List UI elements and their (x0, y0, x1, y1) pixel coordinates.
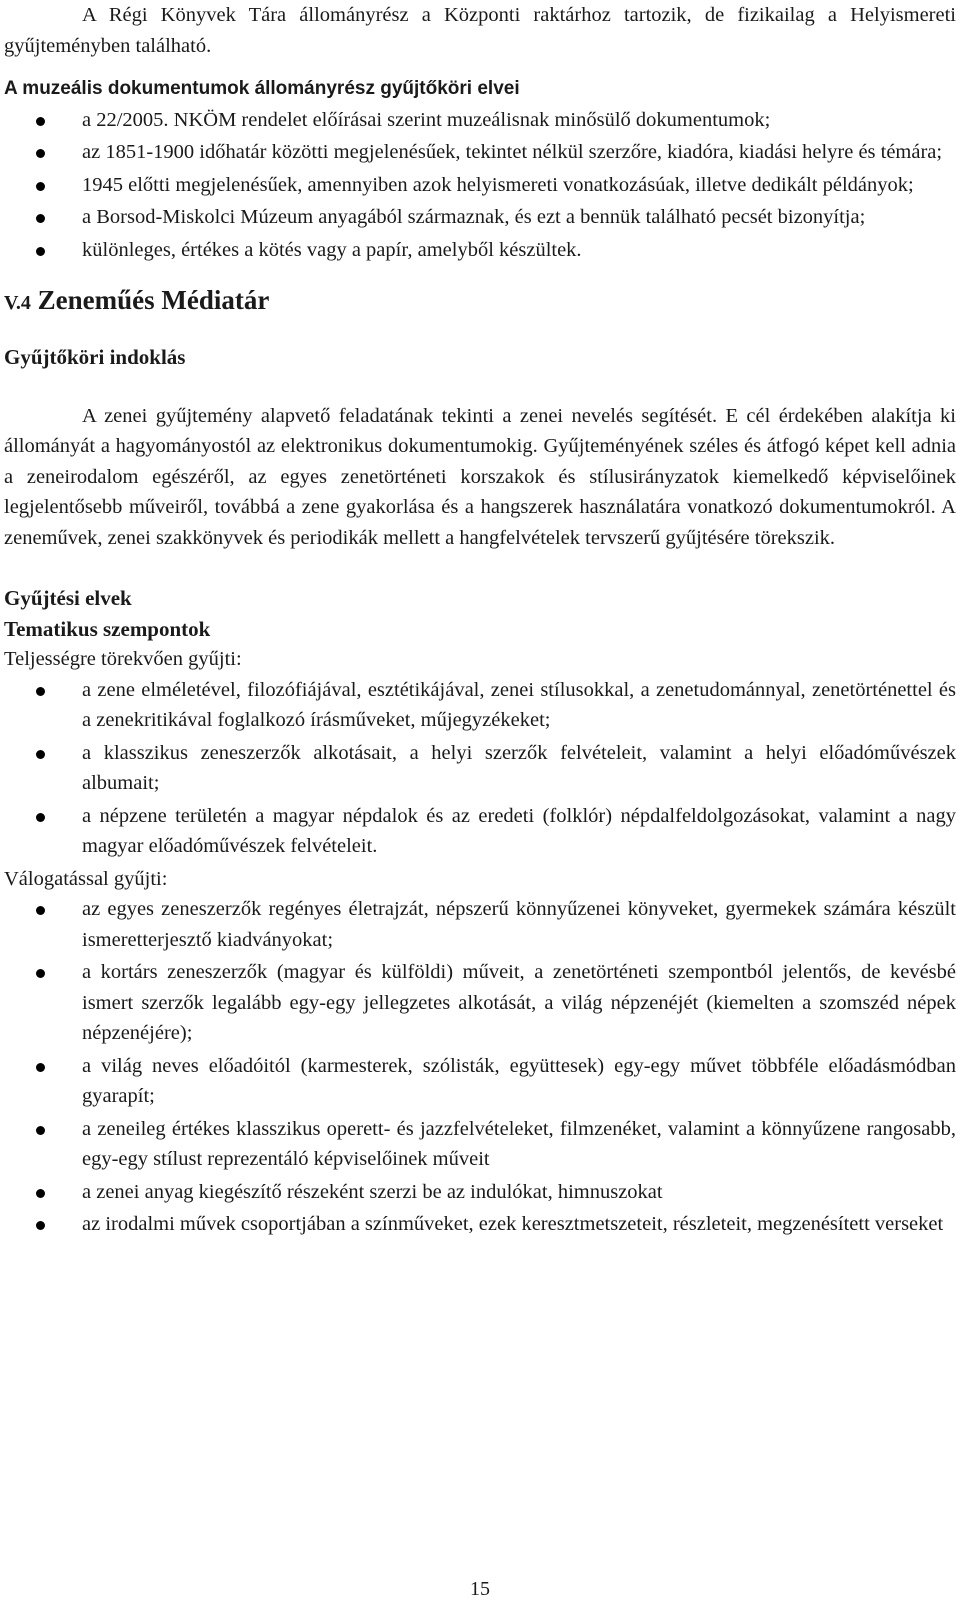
principles-subheading: Tematikus szempontok (4, 616, 211, 641)
section-title-text: Zeneműés Médiatár (37, 285, 270, 315)
list-item: a népzene területén a magyar népdalok és az eredeti (folklór) népdalfeldolgozásokat, valamint a nagy magyar előadóművészek felvételeit. (4, 801, 956, 862)
list-item: az 1851-1900 időhatár közötti megjelenésűek, tekintet nélkül szerzőre, kiadóra, kiadási helyre és témára; (4, 137, 956, 168)
bullet-icon (36, 149, 45, 158)
museal-list (4, 105, 956, 266)
principles-heading: Gyűjtési elvek (4, 586, 132, 610)
document-page (4, 0, 956, 1242)
selective-collection-list (4, 894, 956, 1240)
section-title (4, 282, 956, 321)
list-item: a Borsod-Miskolci Múzeum anyagából származnak, és ezt a bennük található pecsét bizonyítja; (4, 202, 956, 233)
list-item: a klasszikus zeneszerzők alkotásait, a helyi szerzők felvételeit, valamint a helyi előadóművészek albumait; (4, 738, 956, 799)
list-item: az irodalmi művek csoportjában a színműveket, ezek keresztmetszeteit, részleteit, megzenésített verseket (4, 1209, 956, 1240)
selective-collection-label: Válogatással gyűjti: (4, 867, 168, 890)
section-number: V.4 (4, 292, 31, 314)
justification-paragraph: A zenei gyűjtemény alapvető feladatának tekinti a zenei nevelés segítését. E cél érdekében alakítja ki állományát a hagyományostól az elektronikus dokumentumokig. Gyűjteményének széles és átfogó képet kell adnia a zeneirodalom egészéről, az egyes zenetörténeti korszakok és stílusirányzatok kiemelkedő képviselőinek legjelentősebb műveiről, továbbá a zene gyakorlása és a hangszerek használatára vonatkozó dokumentumokról. A zeneművek, zenei szakkönyvek és periodikák mellett a hangfelvételek tervszerű gyűjtésére törekszik. (4, 404, 956, 549)
list-item: a zene elméletével, filozófiájával, esztétikájával, zenei stílusokkal, a zenetudománnyal, zenetörténettel és a zenekritikával foglalkozó írásműveket, műjegyzékeket; (4, 675, 956, 736)
list-item: a 22/2005. NKÖM rendelet előírásai szerint muzeálisnak minősülő dokumentumok; (4, 105, 956, 136)
bullet-icon (36, 969, 45, 978)
bullet-icon (36, 117, 45, 126)
list-item: a zenei anyag kiegészítő részeként szerzi be az indulókat, himnuszokat (4, 1177, 956, 1208)
list-item: a kortárs zeneszerzők (magyar és külföldi) műveit, a zenetörténeti szempontból jelentős, de kevésbé ismert szerzők legalább egy-egy jellegzetes alkotását, a világ népzenéjét (kiemelten a szomszéd népek népzenéjére); (4, 957, 956, 1049)
list-item: a világ neves előadóitól (karmesterek, szólisták, együttesek) egy-egy művet többféle előadásmódban gyarapít; (4, 1051, 956, 1112)
list-item: 1945 előtti megjelenésűek, amennyiben azok helyismereti vonatkozásúak, illetve dedikált példányok; (4, 170, 956, 201)
list-item: az egyes zeneszerzők regényes életrajzát, népszerű könnyűzenei könyveket, gyermekek számára készült ismeretterjesztő kiadványokat; (4, 894, 956, 955)
bullet-icon (36, 214, 45, 223)
bullet-icon (36, 247, 45, 256)
list-item: különleges, értékes a kötés vagy a papír, amelyből készültek. (4, 235, 956, 266)
bullet-icon (36, 750, 45, 759)
full-collection-list (4, 675, 956, 862)
list-item: a zeneileg értékes klasszikus operett- és jazzfelvételeket, filmzenéket, valamint a könnyűzene rangosabb, egy-egy stílust reprezentáló képviselőinek műveit (4, 1114, 956, 1175)
justification-heading: Gyűjtőköri indoklás (4, 345, 186, 369)
bullet-icon (36, 1189, 45, 1198)
museal-heading: A muzeális dokumentumok állományrész gyűjtőköri elvei (4, 78, 520, 99)
bullet-icon (36, 906, 45, 915)
bullet-icon (36, 1221, 45, 1230)
bullet-icon (36, 1126, 45, 1135)
intro-paragraph: A Régi Könyvek Tára állományrész a Központi raktárhoz tartozik, de fizikailag a Helyismereti gyűjteményben található. (4, 4, 956, 57)
bullet-icon (36, 1063, 45, 1072)
bullet-icon (36, 813, 45, 822)
bullet-icon (36, 182, 45, 191)
bullet-icon (36, 687, 45, 696)
page-number: 15 (470, 1578, 490, 1600)
full-collection-label: Teljességre törekvően gyűjti: (4, 648, 242, 670)
